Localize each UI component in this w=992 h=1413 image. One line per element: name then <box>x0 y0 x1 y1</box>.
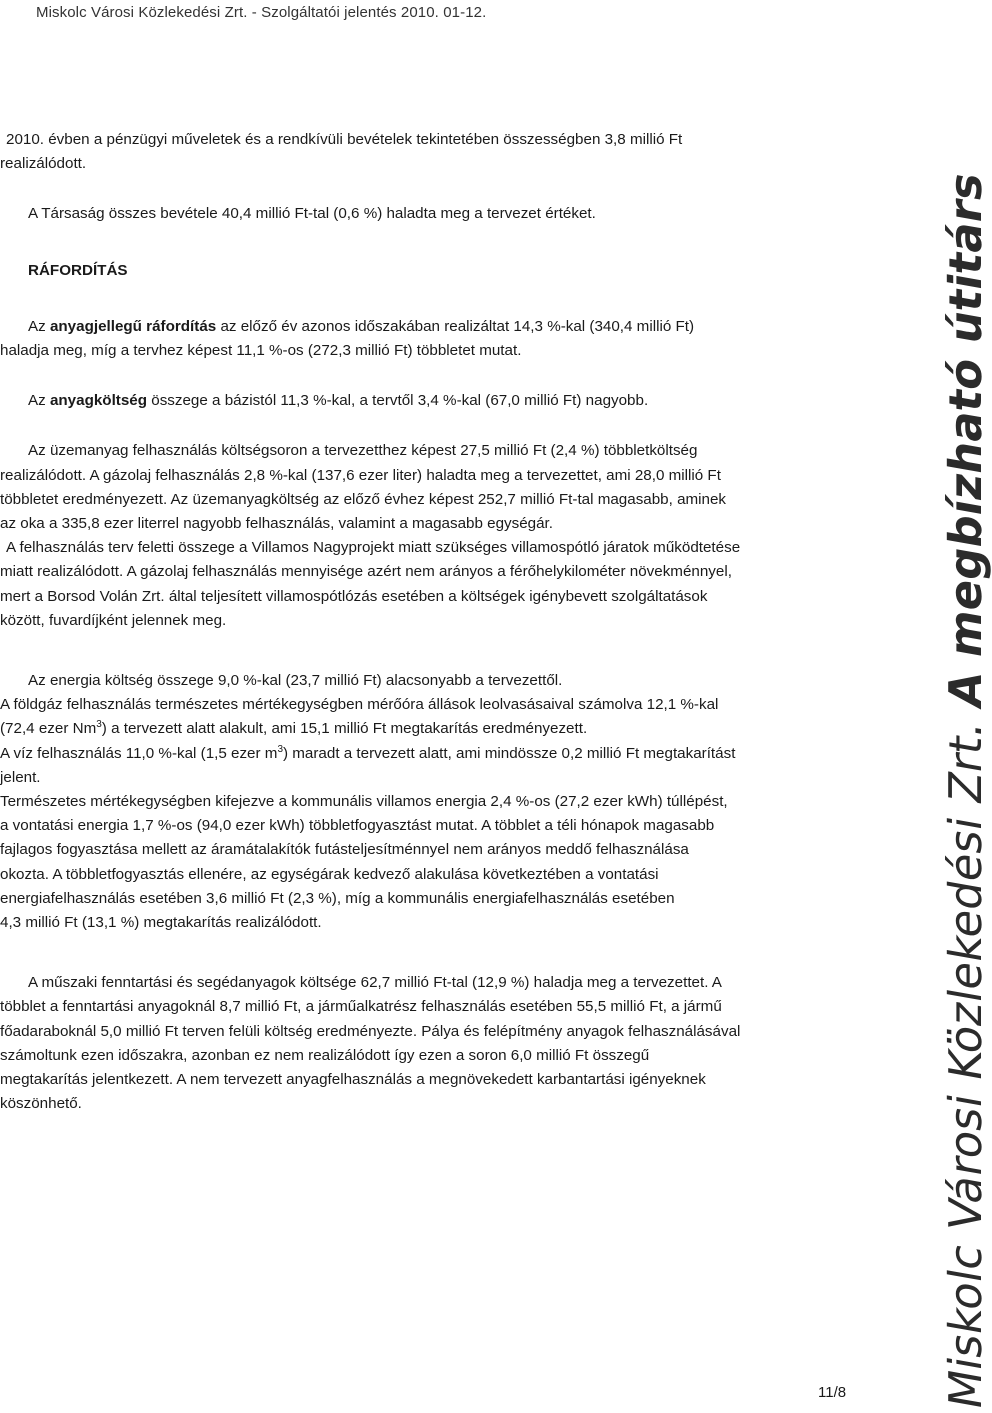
paragraph-line: realizálódott. A gázolaj felhasználás 2,8 %-kal (137,6 ezer liter) haladta meg a tervezettet, ami 28,0 millió Ft <box>0 466 721 484</box>
paragraph-line: mert a Borsod Volán Zrt. által teljesített villamospótlózás esetében a költségek igénybevett szolgáltatások <box>0 587 708 605</box>
paragraph-line: fajlagos fogyasztása mellett az áramátalakítók futásteljesítménnyel nem arányos meddő felhasználása <box>0 841 689 859</box>
text-run: ) a tervezett alatt alakult, ami 15,1 millió Ft megtakarítás eredményezett. <box>101 720 588 738</box>
paragraph-line: 2010. évben a pénzügyi műveletek és a rendkívüli bevételek tekintetében összességben 3,8 millió Ft <box>6 131 683 148</box>
paragraph-financial-ops <box>0 128 880 176</box>
paragraph-energy <box>0 669 880 935</box>
paragraph-fuel <box>0 439 880 633</box>
sidebar-slogan <box>940 168 992 1413</box>
text-run: A víz felhasználás 11,0 %-kal (1,5 ezer m <box>0 744 278 762</box>
page-number: 11/8 <box>818 1384 847 1401</box>
paragraph-material-cost <box>0 389 880 413</box>
paragraph-line: A földgáz felhasználás természetes mértékegységben mérőóra állások leolvasásaival számolva 12,1 %-kal <box>0 696 719 714</box>
text-run: az előző év azonos időszakában realizáltat 14,3 %-kal (340,4 millió Ft) <box>216 317 695 335</box>
page-header-title: Miskolc Városi Közlekedési Zrt. - Szolgáltatói jelentés 2010. 01-12. <box>36 4 487 21</box>
paragraph-line: többletet eredményezett. Az üzemanyagköltség az előző évhez képest 252,7 millió Ft-tal magasabb, aminek <box>0 490 727 508</box>
text-run: Az <box>28 317 50 335</box>
paragraph-line: 4,3 millió Ft (13,1 %) megtakarítás realizálódott. <box>0 914 322 932</box>
paragraph-line: Természetes mértékegységben kifejezve a kommunális villamos energia 2,4 %-os (27,2 ezer kWh) túllépést, <box>0 793 728 811</box>
paragraph-line: többlet a fenntartási anyagoknál 8,7 millió Ft, a járműalkatrész felhasználás esetében 55,5 millió Ft, a jármű <box>0 998 722 1016</box>
paragraph-material-expenses <box>0 315 880 363</box>
paragraph-line: az oka a 335,8 ezer literrel nagyobb felhasználás, valamint a magasabb egységár. <box>0 515 553 533</box>
paragraph-line: Az energia költség összege 9,0 %-kal (23,7 millió Ft) alacsonyabb a tervezettől. <box>28 672 563 690</box>
paragraph-maintenance <box>0 971 880 1116</box>
paragraph-line: A felhasználás terv feletti összege a Villamos Nagyprojekt miatt szükséges villamospótló járatok működtetése <box>6 539 741 557</box>
bold-term: anyagjellegű ráfordítás <box>49 317 217 335</box>
bold-term: anyagköltség <box>49 392 148 410</box>
paragraph-line: számoltunk ezen időszakra, azonban ez nem realizálódott így ezen a soron 6,0 millió Ft összegű <box>0 1046 650 1064</box>
text-run: (72,4 ezer Nm <box>0 720 97 738</box>
text-run: Az <box>28 392 50 410</box>
paragraph-line: Az üzemanyag felhasználás költségsoron a tervezetthez képest 27,5 millió Ft (2,4 %) többletköltség <box>28 442 698 460</box>
paragraph-line: jelent. <box>0 768 41 786</box>
section-heading: RÁFORDÍTÁS <box>28 261 128 279</box>
paragraph-line: a vontatási energia 1,7 %-os (94,0 ezer kWh) többletfogyasztást mutat. A többlet a téli hónapok magasabb <box>0 817 715 835</box>
sidebar-company: Miskolc Városi Közlekedési Zrt. <box>939 716 992 1413</box>
superscript: 3 <box>96 719 102 731</box>
paragraph-line: A műszaki fenntartási és segédanyagok költsége 62,7 millió Ft-tal (12,9 %) haladja meg a tervezettet. A <box>28 974 722 992</box>
superscript: 3 <box>277 743 283 755</box>
paragraph-line: energiafelhasználás esetében 3,6 millió Ft (2,3 %), míg a kommunális energiafelhasználás esetében <box>0 889 675 907</box>
paragraph-line: köszönhető. <box>0 1095 82 1113</box>
paragraph-line: miatt realizálódott. A gázolaj felhasználás mennyisége azért nem arányos a férőhelykilométer növekménnyel, <box>0 563 732 581</box>
paragraph-line: haladja meg, míg a tervhez képest 11,1 %-os (272,3 millió Ft) többletet mutat. <box>0 342 522 360</box>
paragraph-line: megtakarítás jelentkezett. A nem tervezett anyagfelhasználás a megnövekedett karbantartási igényeknek <box>0 1071 706 1089</box>
sidebar-motto: A megbízható útitárs <box>939 168 992 712</box>
paragraph-line: okozta. A többletfogyasztás ellenére, az egységárak kedvező alakulása következtében a vontatási <box>0 865 659 883</box>
text-run: ) maradt a tervezett alatt, ami mindössze 0,2 millió Ft megtakarítást <box>283 744 736 762</box>
paragraph-line: főadaraboknál 5,0 millió Ft terven felüli költség eredményezte. Pálya és felépítmény anyagok felhasználásával <box>0 1022 741 1040</box>
text-run: összege a bázistól 11,3 %-kal, a tervtől 3,4 %-kal (67,0 millió Ft) nagyobb. <box>147 392 649 410</box>
paragraph-line: között, fuvardíjként jelennek meg. <box>0 611 227 629</box>
paragraph-line: realizálódott. <box>0 155 87 173</box>
document-body <box>0 128 880 1117</box>
paragraph-total-revenue: A Társaság összes bevétele 40,4 millió Ft-tal (0,6 %) haladta meg a tervezet értéket. <box>28 205 596 223</box>
